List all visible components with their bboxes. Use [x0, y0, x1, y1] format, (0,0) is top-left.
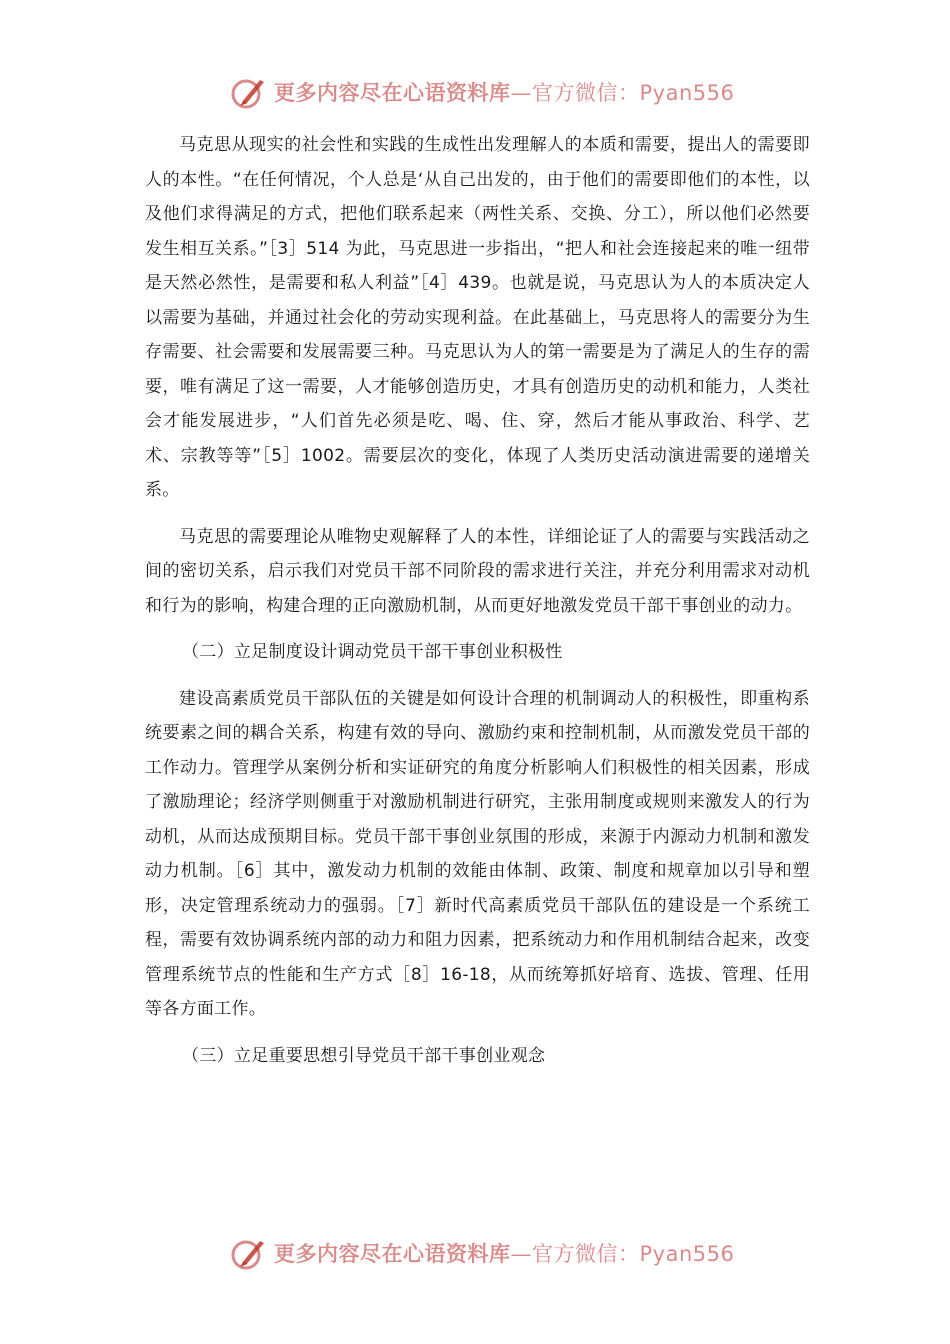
- banner-title: 更多内容尽在心语资料库: [274, 1241, 511, 1266]
- quill-pen-logo-icon: [228, 1233, 268, 1273]
- section-heading-2: （二）立足制度设计调动党员干部干事创业积极性: [182, 642, 563, 662]
- banner-wechat: —官方微信：Pyan556: [510, 81, 735, 105]
- document-body: [145, 128, 810, 1085]
- section-heading-3: （三）立足重要思想引导党员干部干事创业观念: [182, 1045, 546, 1066]
- quill-pen-logo-icon: [228, 72, 268, 112]
- header-banner: [228, 72, 734, 112]
- paragraph-2: 马克思的需要理论从唯物史观解释了人的本性，详细论证了人的需要与实践活动之间的密切关系，启示我们对党员干部不同阶段的需求进行关注，并充分利用需求对动机和行为的影响，构建合理的正向激励机制，从而更好地激发党员干部干事创业的动力。: [145, 526, 810, 616]
- paragraph-1: 马克思从现实的社会性和实践的生成性出发理解人的本质和需要，提出人的需要即人的本性。“在任何情况，个人总是‘从自己出发的，由于他们的需要即他们的本性，以及他们求得满足的方式，把他们联系起来（两性关系、交换、分工），所以他们必然要发生相互关系。”［3］514 为此，马克思进一步指出，“把人和社会连接起来的唯一纽带是天然必然性，是需要和私人利益”［4］439。也就是说，马克思认为人的本质决定人以需要为基础，并通过社会化的劳动实现利益。在此基础上，马克思将人的需要分为生存需要、社会需要和发展需要三种。马克思认为人的第一需要是为了满足人的生存的需要，唯有满足了这一需要，人才能够创造历史，才具有创造历史的动机和能力，人类社会才能发展进步，“人们首先必须是吃、喝、住、穿，然后才能从事政治、科学、艺术、宗教等等”［5］1002。需要层次的变化，体现了人类历史活动演进需要的递增关系。: [145, 135, 810, 500]
- footer-banner: [228, 1233, 734, 1273]
- paragraph-3: 建设高素质党员干部队伍的关键是如何设计合理的机制调动人的积极性，即重构系统要素之间的耦合关系，构建有效的导向、激励约束和控制机制，从而激发党员干部的工作动力。管理学从案例分析和实证研究的角度分析影响人们积极性的相关因素，形成了激励理论；经济学则侧重于对激励机制进行研究，主张用制度或规则来激发人的行为动机，从而达成预期目标。党员干部干事创业氛围的形成，来源于内源动力机制和激发动力机制。［6］其中，激发动力机制的效能由体制、政策、制度和规章加以引导和塑形，决定管理系统动力的强弱。［7］新时代高素质党员干部队伍的建设是一个系统工程，需要有效协调系统内部的动力和阻力因素，把系统动力和作用机制结合起来，改变管理系统节点的性能和生产方式［8］16-18，从而统筹抓好培育、选拔、管理、任用等各方面工作。: [145, 688, 810, 1019]
- banner-wechat: —官方微信：Pyan556: [510, 1242, 735, 1266]
- banner-title: 更多内容尽在心语资料库: [274, 80, 511, 105]
